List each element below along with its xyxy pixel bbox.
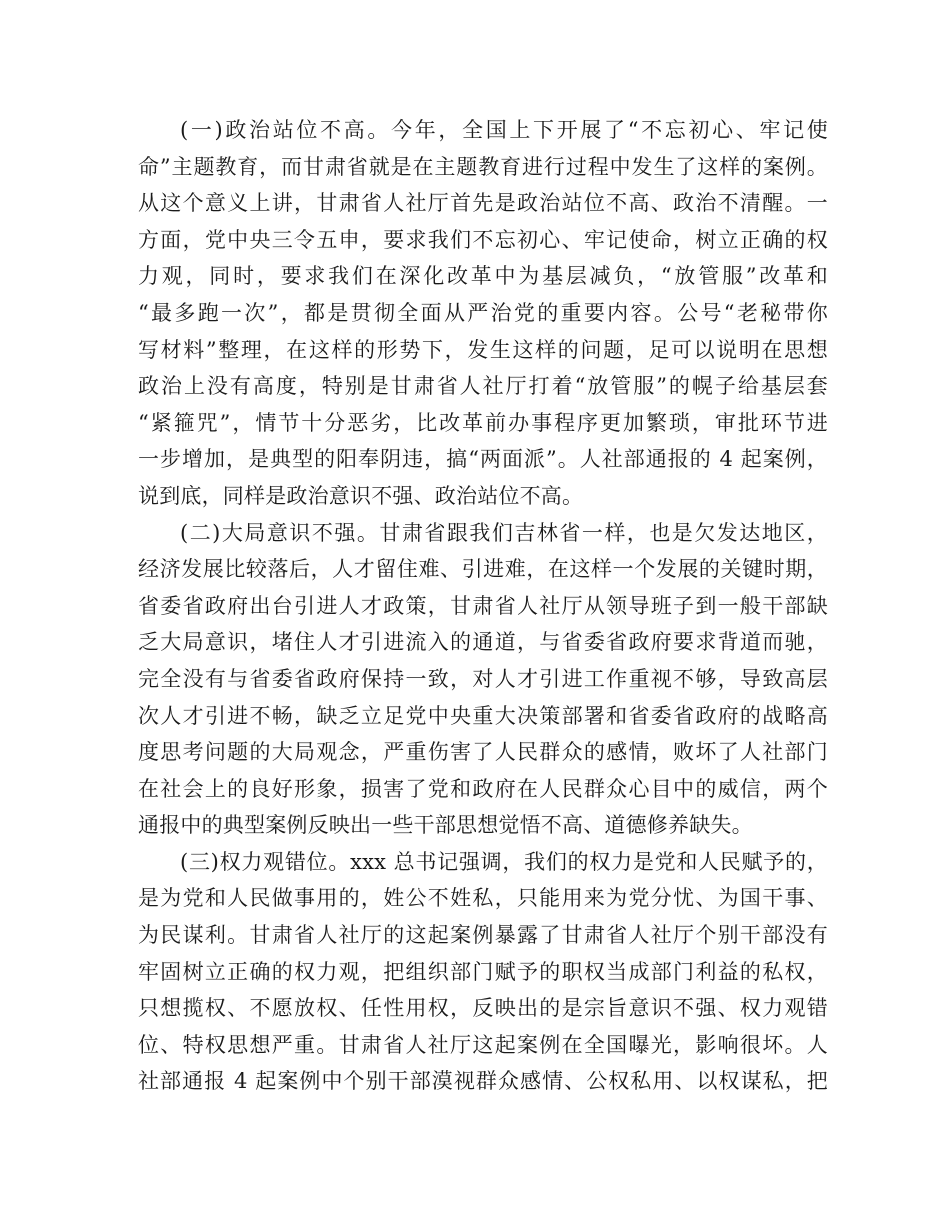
text-line: 社部通报 4 起案例中个别干部漠视群众感情、公权私用、以权谋私，把 [138, 1069, 828, 1094]
text-line: 在社会上的良好形象，损害了党和政府在人民群众心目中的威信，两个 [138, 776, 828, 801]
text-line: 度思考问题的大局观念，严重伤害了人民群众的感情，败坏了人社部门 [138, 740, 828, 765]
text-line: 为民谋利。甘肃省人社厅的这起案例暴露了甘肃省人社厅个别干部没有 [138, 923, 828, 948]
text-line: 从这个意义上讲，甘肃省人社厅首先是政治站位不高、政治不清醒。一 [138, 191, 828, 216]
document-body [138, 112, 828, 1100]
text-line: “紧箍咒”，情节十分恶劣，比改革前办事程序更加繁琐，审批环节进 [138, 410, 828, 435]
text-line: 是为党和人民做事用的，姓公不姓私，只能用来为党分忧、为国干事、 [138, 886, 828, 911]
text-line: 通报中的典型案例反映出一些干部思想觉悟不高、道德修养缺失。 [138, 813, 753, 838]
text-line: 位、特权思想严重。甘肃省人社厅这起案例在全国曝光，影响很坏。人 [138, 1032, 828, 1057]
text-line: 力观，同时，要求我们在深化改革中为基层减负，“放管服”改革和 [138, 264, 828, 289]
text-line: “最多跑一次”，都是贯彻全面从严治党的重要内容。公号“老秘带你 [138, 300, 828, 325]
text-line: 乏大局意识，堵住人才引进流入的通道，与省委省政府要求背道而驰， [138, 630, 828, 655]
text-line: 省委省政府出台引进人才政策，甘肃省人社厅从领导班子到一般干部缺 [138, 593, 828, 618]
text-line: 完全没有与省委省政府保持一致，对人才引进工作重视不够，导致高层 [138, 666, 828, 691]
text-line: 命”主题教育，而甘肃省就是在主题教育进行过程中发生了这样的案例。 [138, 154, 828, 179]
text-line: (二)大局意识不强。甘肃省跟我们吉林省一样，也是欠发达地区， [180, 520, 828, 545]
text-line: 写材料”整理，在这样的形势下，发生这样的问题，足可以说明在思想 [138, 337, 828, 362]
text-line: 方面，党中央三令五申，要求我们不忘初心、牢记使命，树立正确的权 [138, 227, 828, 252]
paragraph-power-view [138, 844, 828, 1100]
text-line: 一步增加，是典型的阳奉阴违，搞“两面派”。人社部通报的 4 起案例， [138, 447, 828, 472]
text-line: 经济发展比较落后，人才留住难、引进难，在这样一个发展的关键时期， [138, 557, 828, 582]
text-line: 政治上没有高度，特别是甘肃省人社厅打着“放管服”的幌子给基层套 [138, 374, 828, 399]
paragraph-political-stance [138, 112, 828, 515]
paragraph-overall-awareness [138, 515, 828, 844]
text-line: 说到底，同样是政治意识不强、政治站位不高。 [138, 483, 584, 508]
text-line: 牢固树立正确的权力观，把组织部门赋予的职权当成部门利益的私权， [138, 959, 828, 984]
text-line: (三)权力观错位。xxx 总书记强调，我们的权力是党和人民赋予的， [180, 849, 828, 874]
text-line: 只想揽权、不愿放权、任性用权，反映出的是宗旨意识不强、权力观错 [138, 996, 828, 1021]
text-line: (一)政治站位不高。今年，全国上下开展了“不忘初心、牢记使 [180, 118, 828, 142]
text-line: 次人才引进不畅，缺乏立足党中央重大决策部署和省委省政府的战略高 [138, 703, 828, 728]
